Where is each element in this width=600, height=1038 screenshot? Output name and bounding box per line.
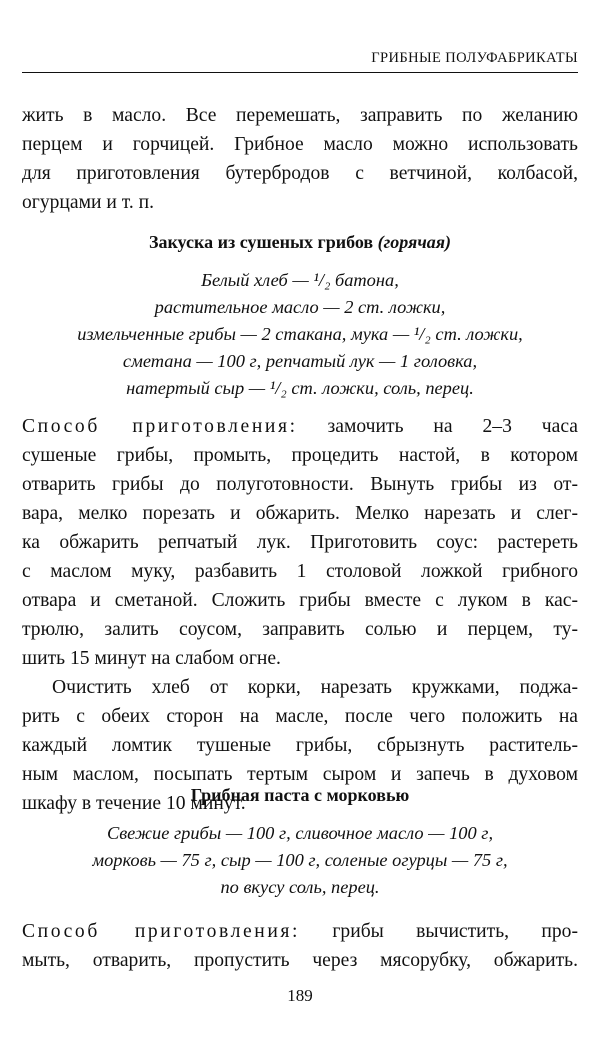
- text-line: [22, 917, 578, 946]
- method-label: Способ приготовления:: [22, 921, 301, 942]
- method-text: грибы вычистить, про-: [300, 921, 578, 942]
- running-header: ГРИБНЫЕ ПОЛУФАБРИКАТЫ: [371, 50, 578, 66]
- text-line: для приготовления бутербродов с ветчиной, колбасой,: [22, 163, 578, 184]
- text-line: каждый ломтик тушеные грибы, сбрызнуть раститель-: [22, 735, 578, 756]
- text-line: Очистить хлеб от корки, нарезать кружками, поджа-: [52, 677, 578, 698]
- recipe-1-title: [22, 232, 578, 253]
- text-line: перцем и горчицей. Грибное масло можно использовать: [22, 134, 578, 155]
- recipe-2-method: [22, 917, 578, 975]
- text-line: рить с обеих сторон на масле, после чего положить на: [22, 706, 578, 727]
- text-line: отварить грибы до полуготовности. Вынуть грибы из от-: [22, 474, 578, 495]
- text-line: ным маслом, посыпать тертым сыром и запечь в духовом: [22, 764, 578, 785]
- text-line: вара, мелко порезать и обжарить. Мелко нарезать и слег-: [22, 503, 578, 524]
- text-line: огурцами и т. п.: [22, 192, 155, 213]
- ingredient-line: измельченные грибы — 2 стакана, мука — ¹/₂ ст. ложки,: [77, 324, 523, 344]
- recipe-1-ingredients: [22, 267, 578, 402]
- text-line: отвара и сметаной. Сложить грибы вместе с луком в кас-: [22, 590, 578, 611]
- ingredient-line: по вкусу соль, перец.: [220, 877, 380, 897]
- text-line: сушеные грибы, промыть, процедить настой, в котором: [22, 445, 578, 466]
- text-line: шкафу в течение 10 минут.: [22, 793, 246, 814]
- text-line: трюлю, залить соусом, заправить солью и перцем, ту-: [22, 619, 578, 640]
- recipe-1-subtitle: (горячая): [377, 232, 452, 252]
- text-line: шить 15 минут на слабом огне.: [22, 648, 281, 669]
- text-line: ка обжарить репчатый лук. Приготовить соус: растереть: [22, 532, 578, 553]
- method-text: замочить на 2–3 часа: [297, 416, 578, 437]
- ingredient-line: растительное масло — 2 ст. ложки,: [154, 297, 446, 317]
- recipe-1-title-text: Закуска из сушеных грибов: [148, 232, 374, 252]
- header-rule: [22, 72, 578, 73]
- ingredient-line: сметана — 100 г, репчатый лук — 1 головка,: [122, 351, 478, 371]
- ingredient-line: морковь — 75 г, сыр — 100 г, соленые огурцы — 75 г,: [92, 850, 508, 870]
- text-line: мыть, отварить, пропустить через мясорубку, обжарить.: [22, 950, 578, 971]
- page-number: 189: [287, 986, 313, 1005]
- recipe-2-ingredients: [22, 820, 578, 901]
- ingredient-line: Белый хлеб — ¹/₂ батона,: [201, 270, 399, 290]
- method-label: Способ приготовления:: [22, 416, 298, 437]
- recipe-1-method: [22, 412, 578, 673]
- ingredient-line: натертый сыр — ¹/₂ ст. ложки, соль, перец.: [126, 378, 474, 398]
- text-line: [22, 412, 578, 441]
- recipe-2-title: Грибная паста с морковью: [190, 785, 410, 805]
- text-line: с маслом муку, разбавить 1 столовой ложкой грибного: [22, 561, 578, 582]
- intro-paragraph: [22, 101, 578, 217]
- ingredient-line: Свежие грибы — 100 г, сливочное масло — 100 г,: [106, 823, 494, 843]
- text-line: жить в масло. Все перемешать, заправить по желанию: [22, 105, 578, 126]
